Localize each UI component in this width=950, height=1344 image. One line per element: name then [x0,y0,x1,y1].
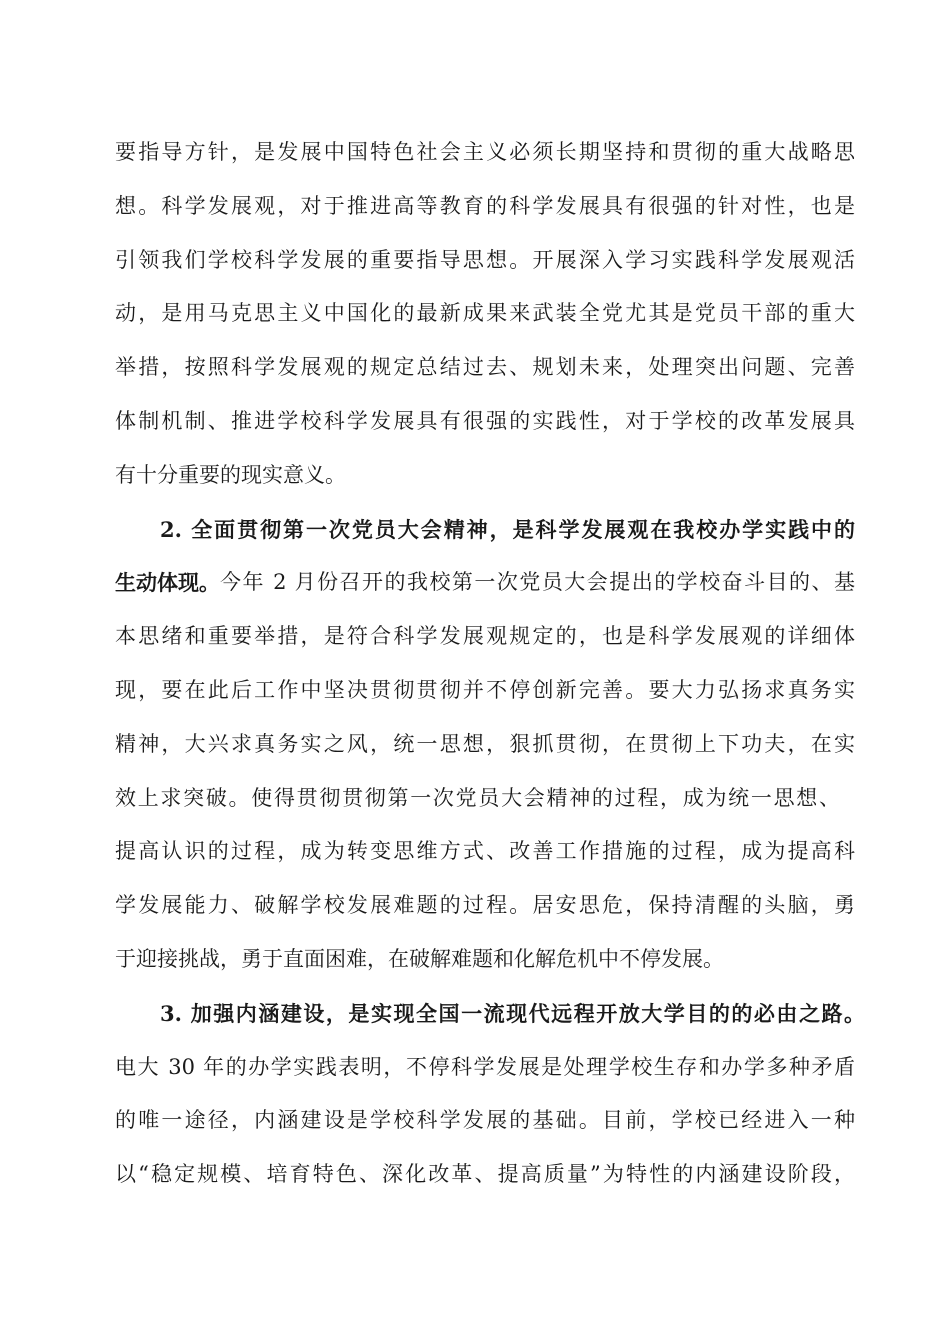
section-heading-2-continued: 生动体现。 [115,570,220,596]
paragraph-line [115,556,855,610]
paragraph-heading-line [115,503,855,557]
text-line: 想。科学发展观，对于推进高等教育的科学发展具有很强的针对性，也是 [115,193,855,218]
paragraph-line [115,610,855,664]
text-line: 本思绪和重要举措，是符合科学发展观规定的，也是科学发展观的详细体 [115,624,855,649]
text-line: 精神，大兴求真务实之风，统一思想，狠抓贯彻，在贯彻上下功夫，在实 [115,731,855,756]
paragraph-line [115,395,855,449]
text-line: 举措，按照科学发展观的规定总结过去、规划未来，处理突出问题、完善 [115,355,855,380]
document-body [115,126,865,1202]
text-line: 学发展能力、破解学校发展难题的过程。居安思危，保持清醒的头脑，勇 [115,893,855,918]
paragraph-line [115,933,855,987]
paragraph-line [115,772,840,826]
paragraph-heading-line [115,987,865,1041]
text-line: 现，要在此后工作中坚决贯彻贯彻并不停创新完善。要大力弘扬求真务实 [115,677,855,702]
text-line: 提高认识的过程，成为转变思维方式、改善工作措施的过程，成为提高科 [115,839,855,864]
paragraph-line [115,1041,855,1095]
section-heading-3: 3. 加强内涵建设，是实现全国一流现代远程开放大学目的的必由之路。 [160,1000,865,1026]
text-line: 动，是用马克思主义中国化的最新成果来武装全党尤其是党员干部的重大 [115,301,855,326]
text-line: 今年 2 月份召开的我校第一次党员大会提出的学校奋斗目的、基 [220,570,855,595]
paragraph-line [115,126,855,180]
paragraph-line [115,879,855,933]
text-line: 引领我们学校科学发展的重要指导思想。开展深入学习实践科学发展观活 [115,247,855,272]
paragraph-line [115,180,855,234]
paragraph-line [115,287,855,341]
text-line: 以“稳定规模、培育特色、深化改革、提高质量”为特性的内涵建设阶段， [115,1162,855,1187]
paragraph-line [115,664,855,718]
text-line: 效上求突破。使得贯彻贯彻第一次党员大会精神的过程，成为统一思想、 [115,785,840,810]
paragraph-line [115,449,855,503]
paragraph-line [115,825,855,879]
text-line: 电大 30 年的办学实践表明，不停科学发展是处理学校生存和办学多种矛盾 [115,1054,855,1079]
text-line: 要指导方针，是发展中国特色社会主义必须长期坚持和贯彻的重大战略思 [115,140,855,164]
paragraph-line [115,718,855,772]
paragraph-line [115,341,855,395]
text-line: 于迎接挑战，勇于直面困难，在破解难题和化解危机中不停发展。 [115,946,724,971]
section-heading-2: 2. 全面贯彻第一次党员大会精神，是科学发展观在我校办学实践中的 [160,516,855,542]
paragraph-line [115,1094,855,1148]
paragraph-line [115,1148,855,1202]
text-line: 体制机制、推进学校科学发展具有很强的实践性，对于学校的改革发展具 [115,408,855,433]
paragraph-line [115,234,855,288]
text-line: 的唯一途径，内涵建设是学校科学发展的基础。目前，学校已经进入一种 [115,1108,855,1133]
text-line: 有十分重要的现实意义。 [115,462,346,487]
